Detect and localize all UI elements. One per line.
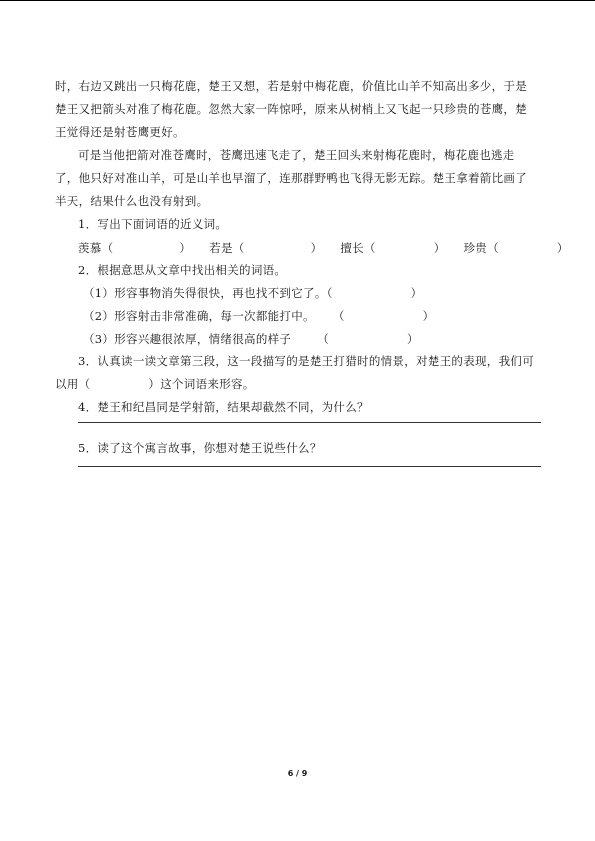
question-2-item-1 [83, 285, 422, 301]
top-border-rule [0, 0, 595, 1]
question-5-answer-line[interactable] [78, 466, 541, 467]
q2-item-3-open: （ [317, 332, 330, 346]
passage-line: 时，右边又跳出一只梅花鹿，楚王又想，若是射中梅花鹿，价值比山羊不知高出多少，于是 [55, 79, 527, 93]
passage-line: 楚王又把箭头对准了梅花鹿。忽然大家一阵惊呼，原来从树梢上又飞起一只珍贵的苍鹰，楚 [55, 102, 527, 116]
q1-close-1: ） [179, 241, 192, 255]
q1-word-2: 若是（ [209, 241, 245, 255]
passage-line: 可是当他把箭对准苍鹰时，苍鹰迅速飞走了，楚王回头来射梅花鹿时，梅花鹿也逃走 [78, 148, 515, 162]
q1-word-4: 珍贵（ [463, 241, 499, 255]
q3-suffix: ）这个词语来形容。 [148, 377, 255, 391]
question-4: 4．楚王和纪昌同是学射箭，结果却截然不同，为什么？ [78, 400, 369, 414]
q2-item-3-close: ） [407, 332, 419, 346]
q2-item-3-text: （3）形容兴趣很浓厚，情绪很高的样子 [83, 332, 292, 346]
q2-item-1-text: （1）形容事物消失得很快，再也找不到它了。（ [83, 286, 333, 300]
passage-line: 半天，结果什么也没有射到。 [55, 194, 209, 208]
question-1-title: 1．写出下面词语的近义词。 [78, 217, 228, 231]
question-4-answer-line[interactable] [78, 422, 541, 423]
page-number: 6 / 9 [287, 769, 308, 778]
question-2-item-3 [83, 331, 419, 347]
q2-item-2-text: （2）形容射击非常准确，每一次都能打中。 [83, 309, 315, 323]
q1-close-3: ） [433, 241, 446, 255]
question-3-line-2 [55, 376, 255, 392]
question-2-item-2 [83, 308, 434, 324]
question-3-line-1: 3．认真读一读文章第三段，这一段描写的是楚王打猎时的情景，对楚王的表现，我们可 [78, 354, 535, 368]
q2-item-2-close: ） [422, 309, 435, 323]
q1-word-1: 羡慕（ [78, 241, 114, 255]
q1-close-4: ） [556, 241, 569, 255]
q3-prefix: 以用（ [55, 377, 91, 391]
question-5: 5．读了这个寓言故事，你想对楚王说些什么？ [78, 441, 322, 455]
question-1-items [78, 240, 569, 256]
q2-item-1-close: ） [410, 286, 423, 300]
q1-close-2: ） [310, 241, 323, 255]
q2-item-2-open: （ [332, 309, 345, 323]
passage-line: 了，他只好对准山羊，可是山羊也早溜了，连那群野鸭也飞得无影无踪。楚王拿着箭比画了 [55, 171, 527, 185]
passage-line: 王觉得还是射苍鹰更好。 [55, 125, 185, 139]
q1-word-3: 擅长（ [340, 241, 376, 255]
question-2-title: 2．根据意思从文章中找出相关的词语。 [78, 263, 287, 277]
